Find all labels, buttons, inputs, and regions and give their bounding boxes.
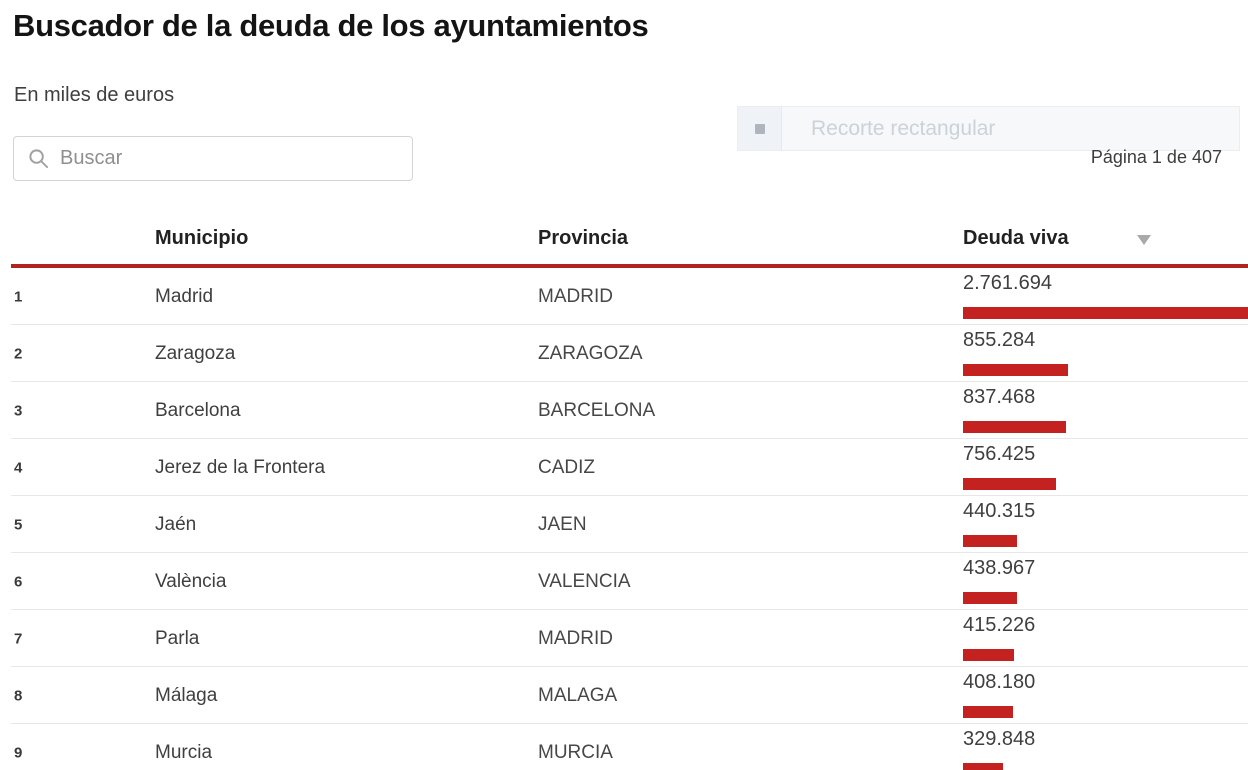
column-header-deuda-viva[interactable]: Deuda viva [963, 227, 1069, 249]
row-provincia: ZARAGOZA [538, 342, 643, 364]
row-deuda-cell [963, 271, 1248, 319]
deuda-bar [963, 478, 1056, 490]
sort-desc-triangle-icon[interactable] [1137, 235, 1151, 245]
search-box[interactable] [13, 136, 413, 181]
row-rank: 1 [14, 288, 23, 305]
column-header-municipio[interactable]: Municipio [155, 227, 249, 249]
row-rank: 8 [14, 687, 23, 704]
deuda-bar [963, 706, 1013, 718]
row-provincia: MADRID [538, 285, 613, 307]
deuda-bar [963, 307, 1248, 319]
row-rank: 6 [14, 573, 23, 590]
row-provincia: CADIZ [538, 456, 595, 478]
page-subtitle: En miles de euros [14, 84, 175, 106]
row-municipio: València [155, 570, 227, 592]
deuda-bar [963, 592, 1017, 604]
row-municipio: Zaragoza [155, 342, 236, 364]
row-rank: 9 [14, 744, 23, 761]
row-municipio: Parla [155, 627, 200, 649]
row-provincia: BARCELONA [538, 399, 656, 421]
row-deuda-value: 756.425 [963, 443, 1036, 465]
row-provincia: MALAGA [538, 684, 618, 706]
row-municipio: Jerez de la Frontera [155, 456, 326, 478]
table-row[interactable] [0, 496, 1248, 553]
row-deuda-value: 440.315 [963, 500, 1036, 522]
row-deuda-value: 837.468 [963, 386, 1036, 408]
row-deuda-cell [963, 556, 1035, 604]
row-provincia: MURCIA [538, 741, 613, 763]
table-row[interactable] [0, 610, 1248, 667]
row-deuda-cell [963, 727, 1035, 770]
table-row[interactable] [0, 724, 1248, 770]
row-provincia: VALENCIA [538, 570, 631, 592]
deuda-bar [963, 421, 1066, 433]
table-row[interactable] [0, 382, 1248, 439]
deuda-bar [963, 535, 1017, 547]
column-header-provincia[interactable]: Provincia [538, 227, 629, 249]
row-deuda-value: 855.284 [963, 329, 1036, 351]
deuda-bar [963, 364, 1068, 376]
deuda-bar [963, 763, 1003, 770]
row-rank: 4 [14, 459, 23, 476]
snip-overlay-label: Recorte rectangular [811, 116, 996, 140]
search-input[interactable] [60, 147, 400, 170]
row-deuda-cell [963, 328, 1068, 376]
row-deuda-value: 415.226 [963, 614, 1036, 636]
search-icon [27, 147, 50, 170]
row-provincia: MADRID [538, 627, 613, 649]
row-deuda-value: 408.180 [963, 671, 1036, 693]
row-rank: 7 [14, 630, 23, 647]
row-rank: 3 [14, 402, 23, 419]
rectangle-snip-icon [738, 107, 782, 150]
row-deuda-cell [963, 442, 1056, 490]
row-deuda-cell [963, 613, 1035, 661]
table-header-row [0, 215, 1248, 264]
row-deuda-value: 329.848 [963, 728, 1036, 750]
row-deuda-value: 438.967 [963, 557, 1036, 579]
pagination-status: Página 1 de 407 [1090, 147, 1222, 167]
table-row[interactable] [0, 667, 1248, 724]
row-deuda-cell [963, 670, 1035, 718]
row-deuda-cell [963, 385, 1066, 433]
row-municipio: Murcia [155, 741, 213, 763]
table-row[interactable] [0, 439, 1248, 496]
page-title: Buscador de la deuda de los ayuntamientos [13, 8, 649, 43]
table-row[interactable] [0, 553, 1248, 610]
snip-tool-overlay [737, 106, 1240, 151]
table-row[interactable] [0, 325, 1248, 382]
row-deuda-value: 2.761.694 [963, 272, 1052, 294]
row-municipio: Madrid [155, 285, 214, 307]
row-municipio: Málaga [155, 684, 218, 706]
row-rank: 2 [14, 345, 23, 362]
table-body [0, 268, 1248, 770]
table-row[interactable] [0, 268, 1248, 325]
deuda-bar [963, 649, 1014, 661]
row-municipio: Barcelona [155, 399, 241, 421]
row-provincia: JAEN [538, 513, 587, 535]
row-deuda-cell [963, 499, 1035, 547]
row-municipio: Jaén [155, 513, 197, 535]
row-rank: 5 [14, 516, 23, 533]
